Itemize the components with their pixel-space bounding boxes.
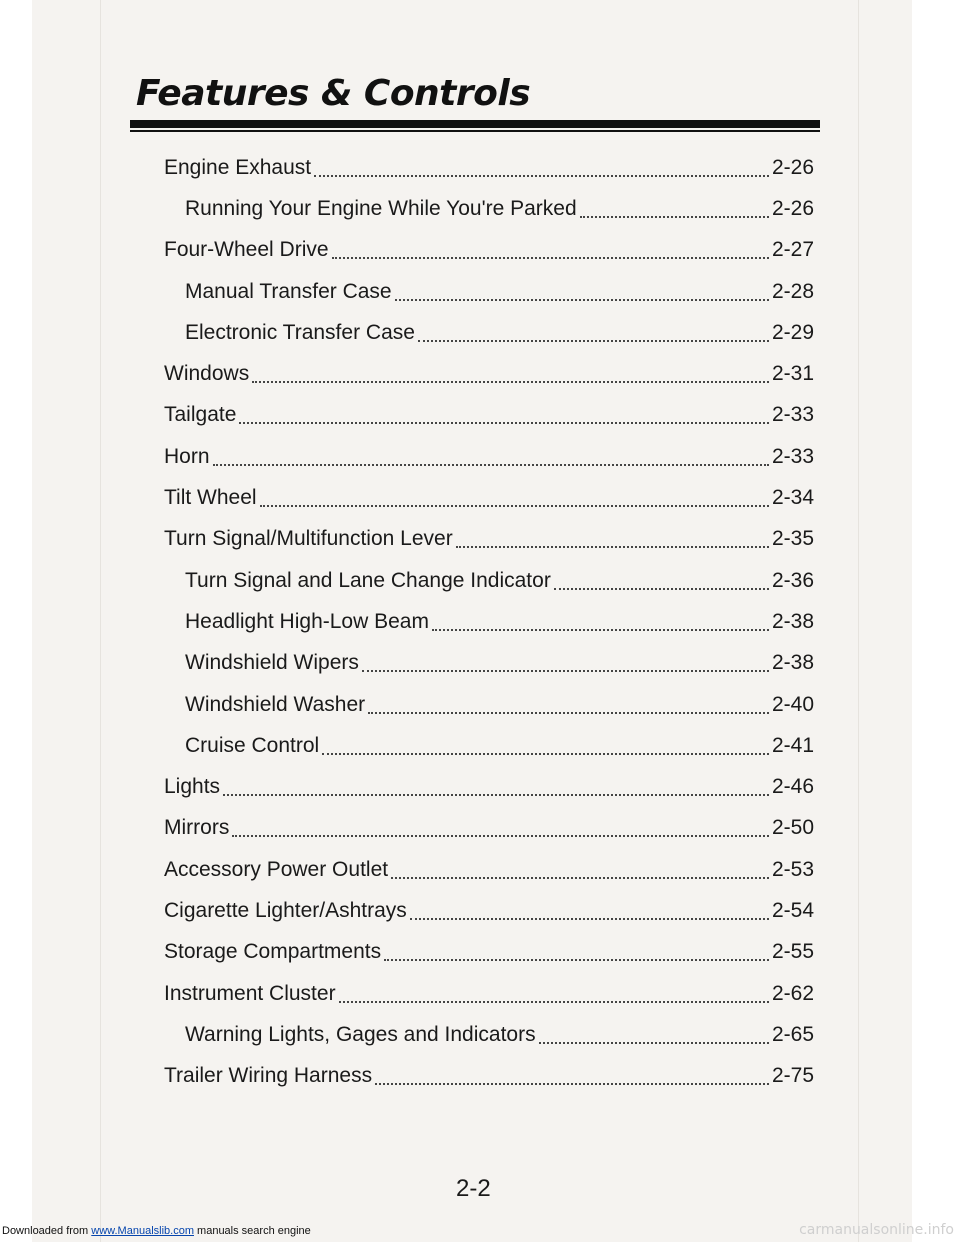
toc-dot-leader bbox=[391, 877, 769, 879]
toc-entry-label: Windshield Washer bbox=[185, 692, 366, 716]
toc-entry bbox=[164, 191, 814, 226]
download-prefix: Downloaded from bbox=[2, 1225, 92, 1237]
toc-entry-label: Manual Transfer Case bbox=[185, 279, 392, 303]
toc-dot-leader bbox=[239, 422, 769, 424]
manualslib-link[interactable]: www.Manualslib.com bbox=[91, 1225, 194, 1237]
section-title: Features & Controls bbox=[136, 73, 531, 114]
page-edge-right bbox=[858, 0, 859, 1242]
toc-entry-label: Lights bbox=[164, 775, 221, 799]
table-of-contents bbox=[164, 150, 814, 1094]
toc-entry bbox=[164, 976, 814, 1011]
toc-entry bbox=[164, 811, 814, 846]
toc-entry-page: 2-31 bbox=[771, 362, 814, 386]
toc-entry-label: Turn Signal and Lane Change Indicator bbox=[185, 568, 551, 592]
toc-entry-label: Cigarette Lighter/Ashtrays bbox=[164, 898, 407, 922]
toc-entry-page: 2-33 bbox=[771, 403, 814, 427]
toc-entry-label: Storage Compartments bbox=[164, 940, 382, 964]
toc-dot-leader bbox=[456, 546, 769, 548]
toc-entry-label: Turn Signal/Multifunction Lever bbox=[164, 527, 453, 551]
page-number: 2-2 bbox=[456, 1175, 491, 1202]
toc-entry-label: Accessory Power Outlet bbox=[164, 857, 389, 881]
toc-entry bbox=[164, 1017, 814, 1052]
toc-dot-leader bbox=[384, 959, 769, 961]
toc-entry-page: 2-26 bbox=[771, 196, 814, 220]
toc-entry-label: Instrument Cluster bbox=[164, 981, 336, 1005]
toc-entry-label: Headlight High-Low Beam bbox=[185, 609, 429, 633]
toc-entry-page: 2-62 bbox=[771, 981, 814, 1005]
toc-entry-label: Four-Wheel Drive bbox=[164, 238, 329, 262]
toc-entry bbox=[164, 356, 814, 391]
toc-entry-page: 2-38 bbox=[771, 609, 814, 633]
toc-dot-leader bbox=[395, 299, 769, 301]
watermark-text: carmanualsonline.info bbox=[799, 1222, 954, 1238]
toc-entry-page: 2-54 bbox=[771, 898, 814, 922]
toc-entry-page: 2-50 bbox=[771, 816, 814, 840]
toc-entry bbox=[164, 852, 814, 887]
toc-entry-label: Windows bbox=[164, 362, 250, 386]
toc-dot-leader bbox=[213, 464, 769, 466]
toc-entry bbox=[164, 563, 814, 598]
toc-dot-leader bbox=[368, 712, 769, 714]
toc-entry-page: 2-28 bbox=[771, 279, 814, 303]
toc-dot-leader bbox=[260, 505, 769, 507]
toc-dot-leader bbox=[232, 835, 769, 837]
toc-dot-leader bbox=[362, 670, 769, 672]
title-rule-thick bbox=[130, 120, 820, 128]
toc-entry bbox=[164, 935, 814, 970]
toc-entry-label: Tailgate bbox=[164, 403, 237, 427]
title-rule-thin bbox=[130, 130, 820, 132]
toc-entry bbox=[164, 728, 814, 763]
toc-dot-leader bbox=[554, 588, 769, 590]
toc-entry-page: 2-40 bbox=[771, 692, 814, 716]
toc-entry-page: 2-35 bbox=[771, 527, 814, 551]
download-note bbox=[2, 1225, 311, 1237]
toc-entry bbox=[164, 769, 814, 804]
toc-entry-label: Mirrors bbox=[164, 816, 230, 840]
toc-entry bbox=[164, 893, 814, 928]
toc-entry-label: Cruise Control bbox=[185, 733, 320, 757]
toc-dot-leader bbox=[322, 753, 769, 755]
toc-entry bbox=[164, 398, 814, 433]
toc-dot-leader bbox=[539, 1042, 769, 1044]
toc-entry-label: Warning Lights, Gages and Indicators bbox=[185, 1022, 536, 1046]
toc-entry bbox=[164, 233, 814, 268]
toc-entry bbox=[164, 274, 814, 309]
toc-dot-leader bbox=[339, 1001, 769, 1003]
toc-entry-page: 2-26 bbox=[771, 155, 814, 179]
toc-entry-page: 2-55 bbox=[771, 940, 814, 964]
toc-entry-label: Engine Exhaust bbox=[164, 155, 312, 179]
toc-entry bbox=[164, 604, 814, 639]
toc-dot-leader bbox=[580, 216, 769, 218]
toc-dot-leader bbox=[375, 1083, 769, 1085]
toc-entry-page: 2-38 bbox=[771, 651, 814, 675]
toc-entry bbox=[164, 646, 814, 681]
toc-entry bbox=[164, 439, 814, 474]
toc-entry-page: 2-27 bbox=[771, 238, 814, 262]
toc-entry-page: 2-41 bbox=[771, 733, 814, 757]
toc-entry-label: Tilt Wheel bbox=[164, 486, 257, 510]
toc-dot-leader bbox=[223, 794, 769, 796]
toc-entry-page: 2-34 bbox=[771, 486, 814, 510]
toc-entry-label: Running Your Engine While You're Parked bbox=[185, 196, 577, 220]
toc-entry-page: 2-46 bbox=[771, 775, 814, 799]
toc-entry-page: 2-65 bbox=[771, 1022, 814, 1046]
page-edge-left bbox=[100, 0, 101, 1242]
toc-entry-label: Windshield Wipers bbox=[185, 651, 359, 675]
toc-entry bbox=[164, 1059, 814, 1094]
toc-entry bbox=[164, 522, 814, 557]
toc-entry-label: Electronic Transfer Case bbox=[185, 320, 415, 344]
toc-entry-label: Horn bbox=[164, 444, 210, 468]
toc-dot-leader bbox=[410, 918, 769, 920]
toc-dot-leader bbox=[252, 381, 769, 383]
toc-entry bbox=[164, 480, 814, 515]
toc-entry bbox=[164, 687, 814, 722]
toc-entry-page: 2-29 bbox=[771, 320, 814, 344]
toc-entry-page: 2-36 bbox=[771, 568, 814, 592]
toc-entry-page: 2-33 bbox=[771, 444, 814, 468]
toc-dot-leader bbox=[432, 629, 769, 631]
toc-dot-leader bbox=[314, 175, 769, 177]
download-suffix: manuals search engine bbox=[193, 1225, 311, 1237]
toc-entry-page: 2-75 bbox=[771, 1064, 814, 1088]
toc-entry-label: Trailer Wiring Harness bbox=[164, 1064, 373, 1088]
toc-dot-leader bbox=[418, 340, 769, 342]
toc-entry bbox=[164, 315, 814, 350]
toc-entry bbox=[164, 150, 814, 185]
toc-dot-leader bbox=[332, 257, 769, 259]
toc-entry-page: 2-53 bbox=[771, 857, 814, 881]
